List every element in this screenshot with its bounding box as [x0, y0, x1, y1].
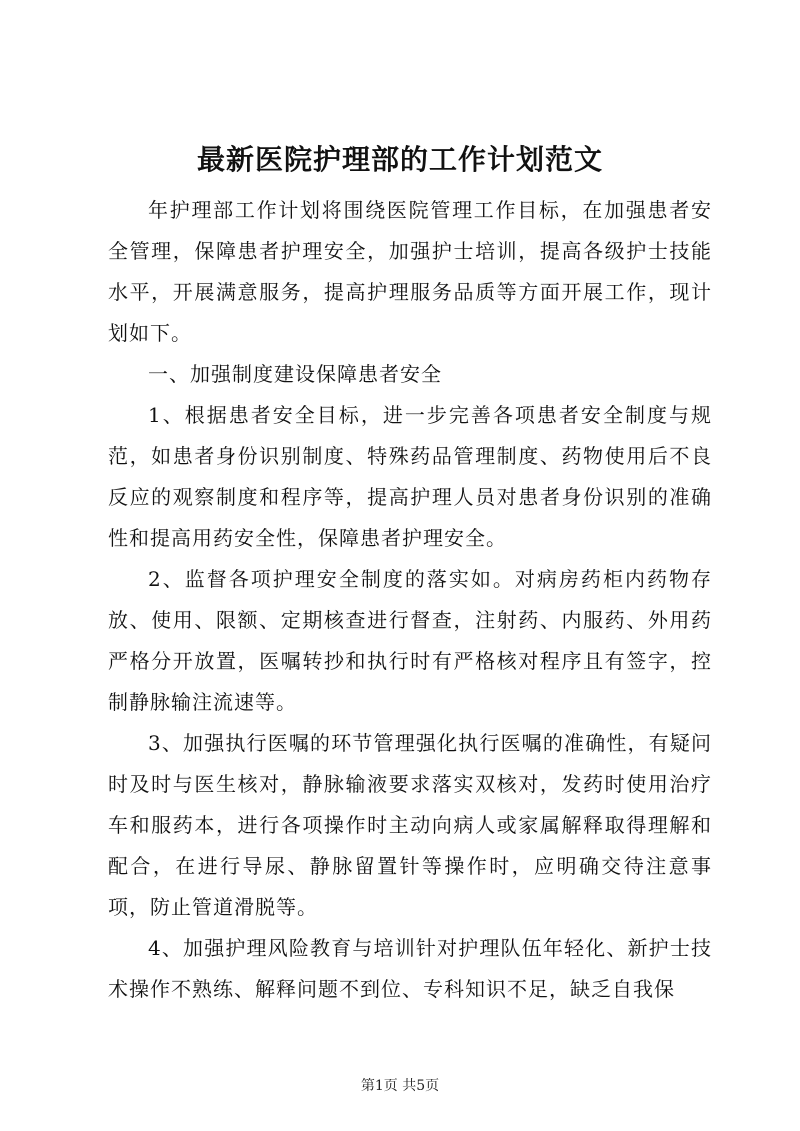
item-4-paragraph: 4、加强护理风险教育与培训针对护理队伍年轻化、新护士技术操作不熟练、解释问题不到位、专科知识不足，缺乏自我保 [108, 936, 712, 1001]
document-body [108, 190, 712, 1010]
item-1-paragraph: 1、根据患者安全目标，进一步完善各项患者安全制度与规范，如患者身份识别制度、特殊药品管理制度、药物使用后不良反应的观察制度和程序等，提高护理人员对患者身份识别的准确性和提高用药安全性，保障患者护理安全。 [108, 403, 712, 550]
page-footer: 第1页 共5页 [360, 1078, 440, 1094]
item-2-paragraph: 2、监督各项护理安全制度的落实如。对病房药柜内药物存放、使用、限额、定期核查进行督查，注射药、内服药、外用药严格分开放置，医嘱转抄和执行时有严格核对程序且有签字，控制静脉输注流速等。 [108, 567, 712, 714]
page-title: 最新医院护理部的工作计划范文 [196, 143, 603, 176]
item-3-paragraph: 3、加强执行医嘱的环节管理强化执行医嘱的准确性，有疑问时及时与医生核对，静脉输液要求落实双核对，发药时使用治疗车和服药本，进行各项操作时主动向病人或家属解释取得理解和配合，在进行导尿、静脉留置针等操作时，应明确交待注意事项，防止管道滑脱等。 [108, 731, 712, 919]
intro-paragraph: 年护理部工作计划将围绕医院管理工作目标，在加强患者安全管理，保障患者护理安全，加强护士培训，提高各级护士技能水平，开展满意服务，提高护理服务品质等方面开展工作，现计划如下。 [108, 198, 712, 345]
section-heading: 一、加强制度建设保障患者安全 [148, 362, 442, 386]
